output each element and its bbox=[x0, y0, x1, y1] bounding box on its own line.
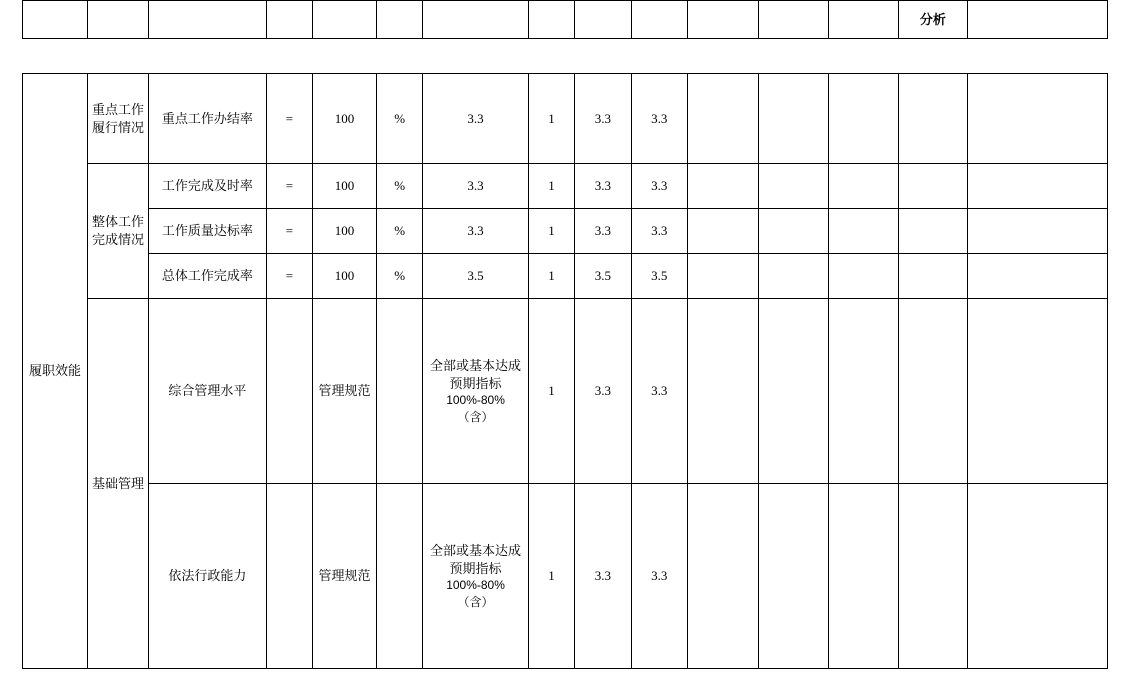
cell-extra-2 bbox=[758, 209, 828, 254]
cell-symbol: = bbox=[266, 74, 313, 164]
cell-extra-1 bbox=[687, 209, 758, 254]
cell-level1 bbox=[23, 1, 88, 39]
cell-value bbox=[313, 1, 377, 39]
cell-extra-2 bbox=[758, 484, 828, 669]
cell-extra-3 bbox=[828, 209, 898, 254]
cell-extra-4 bbox=[898, 164, 968, 209]
table-row bbox=[23, 299, 1108, 484]
cell-remark bbox=[968, 484, 1108, 669]
cell-criteria bbox=[423, 299, 528, 484]
cell-extra-3 bbox=[828, 254, 898, 299]
criteria-line-1: 全部或基本达成预期指标 bbox=[430, 543, 522, 576]
cell-level3: 工作完成及时率 bbox=[149, 164, 267, 209]
cell-extra-4 bbox=[898, 254, 968, 299]
table-row bbox=[23, 74, 1108, 164]
cell-extra-1 bbox=[687, 299, 758, 484]
cell-extra-2 bbox=[758, 299, 828, 484]
cell-self: 3.3 bbox=[631, 209, 687, 254]
table-row bbox=[23, 254, 1108, 299]
cell-level3: 总体工作完成率 bbox=[149, 254, 267, 299]
cell-extra-4 bbox=[898, 484, 968, 669]
cell-weight: 1 bbox=[528, 74, 575, 164]
cell-score: 3.5 bbox=[575, 254, 631, 299]
cell-value: 100 bbox=[313, 209, 377, 254]
cell-value: 100 bbox=[313, 254, 377, 299]
cell-extra-4 bbox=[898, 209, 968, 254]
criteria-line-3: （含） bbox=[457, 594, 494, 609]
row-gap bbox=[0, 39, 1130, 73]
table-row bbox=[23, 209, 1108, 254]
cell-score: 3.3 bbox=[575, 299, 631, 484]
cell-extra-2 bbox=[758, 254, 828, 299]
cell-extra-2 bbox=[758, 74, 828, 164]
cell-extra-3 bbox=[828, 484, 898, 669]
cell-unit: % bbox=[376, 209, 423, 254]
cell-level2-zhengti: 整体工作完成情况 bbox=[87, 164, 148, 299]
cell-self: 3.3 bbox=[631, 164, 687, 209]
cell-extra-3 bbox=[828, 1, 898, 39]
cell-score: 3.3 bbox=[575, 74, 631, 164]
cell-criteria: 3.3 bbox=[423, 209, 528, 254]
cell-symbol: = bbox=[266, 209, 313, 254]
cell-extra-1 bbox=[687, 254, 758, 299]
cell-weight: 1 bbox=[528, 164, 575, 209]
cell-unit bbox=[376, 299, 423, 484]
cell-remark bbox=[968, 209, 1108, 254]
cell-weight: 1 bbox=[528, 254, 575, 299]
cell-extra-1 bbox=[687, 484, 758, 669]
cell-extra-1 bbox=[687, 164, 758, 209]
cell-weight bbox=[528, 1, 575, 39]
cell-remark bbox=[968, 299, 1108, 484]
cell-extra-1 bbox=[687, 74, 758, 164]
cell-level3 bbox=[149, 1, 267, 39]
cell-symbol bbox=[266, 299, 313, 484]
cell-score bbox=[575, 1, 631, 39]
cell-level2-zhongdian: 重点工作履行情况 bbox=[87, 74, 148, 164]
cell-criteria: 3.3 bbox=[423, 164, 528, 209]
cell-extra-4 bbox=[898, 74, 968, 164]
table-row bbox=[23, 1, 1108, 39]
cell-extra-4 bbox=[898, 299, 968, 484]
cell-unit bbox=[376, 484, 423, 669]
cell-score: 3.3 bbox=[575, 209, 631, 254]
cell-extra-3 bbox=[828, 299, 898, 484]
cell-level3: 依法行政能力 bbox=[149, 484, 267, 669]
cell-level1-lvzhi: 履职效能 bbox=[23, 74, 88, 669]
cell-analysis-label: 分析 bbox=[898, 1, 968, 39]
table-row bbox=[23, 164, 1108, 209]
table-indicators bbox=[22, 73, 1108, 669]
criteria-line-1: 全部或基本达成预期指标 bbox=[430, 358, 522, 391]
cell-self bbox=[631, 1, 687, 39]
cell-score: 3.3 bbox=[575, 164, 631, 209]
cell-score: 3.3 bbox=[575, 484, 631, 669]
table-top-fragment bbox=[22, 0, 1108, 39]
cell-remark bbox=[968, 164, 1108, 209]
criteria-line-2: 100%-80% bbox=[446, 393, 505, 408]
cell-extra-2 bbox=[758, 1, 828, 39]
cell-self: 3.5 bbox=[631, 254, 687, 299]
cell-criteria: 3.3 bbox=[423, 74, 528, 164]
cell-unit: % bbox=[376, 164, 423, 209]
table-row bbox=[23, 484, 1108, 669]
criteria-line-3: （含） bbox=[457, 409, 494, 424]
cell-symbol: = bbox=[266, 164, 313, 209]
cell-symbol bbox=[266, 1, 313, 39]
cell-unit: % bbox=[376, 254, 423, 299]
cell-extra-1 bbox=[687, 1, 758, 39]
cell-level3: 工作质量达标率 bbox=[149, 209, 267, 254]
cell-criteria: 3.5 bbox=[423, 254, 528, 299]
cell-self: 3.3 bbox=[631, 299, 687, 484]
cell-remark bbox=[968, 1, 1108, 39]
cell-weight: 1 bbox=[528, 484, 575, 669]
cell-extra-3 bbox=[828, 164, 898, 209]
cell-value: 100 bbox=[313, 74, 377, 164]
cell-self: 3.3 bbox=[631, 74, 687, 164]
cell-symbol bbox=[266, 484, 313, 669]
cell-weight: 1 bbox=[528, 209, 575, 254]
cell-extra-2 bbox=[758, 164, 828, 209]
cell-symbol: = bbox=[266, 254, 313, 299]
cell-extra-3 bbox=[828, 74, 898, 164]
cell-level2-jichu: 基础管理 bbox=[87, 299, 148, 669]
criteria-line-2: 100%-80% bbox=[446, 578, 505, 593]
cell-self: 3.3 bbox=[631, 484, 687, 669]
cell-level3: 综合管理水平 bbox=[149, 299, 267, 484]
cell-unit bbox=[376, 1, 423, 39]
cell-remark bbox=[968, 254, 1108, 299]
cell-unit: % bbox=[376, 74, 423, 164]
cell-level2 bbox=[87, 1, 148, 39]
cell-criteria bbox=[423, 484, 528, 669]
cell-value: 100 bbox=[313, 164, 377, 209]
cell-value: 管理规范 bbox=[313, 299, 377, 484]
cell-weight: 1 bbox=[528, 299, 575, 484]
cell-criteria bbox=[423, 1, 528, 39]
cell-value: 管理规范 bbox=[313, 484, 377, 669]
cell-level3: 重点工作办结率 bbox=[149, 74, 267, 164]
cell-remark bbox=[968, 74, 1108, 164]
